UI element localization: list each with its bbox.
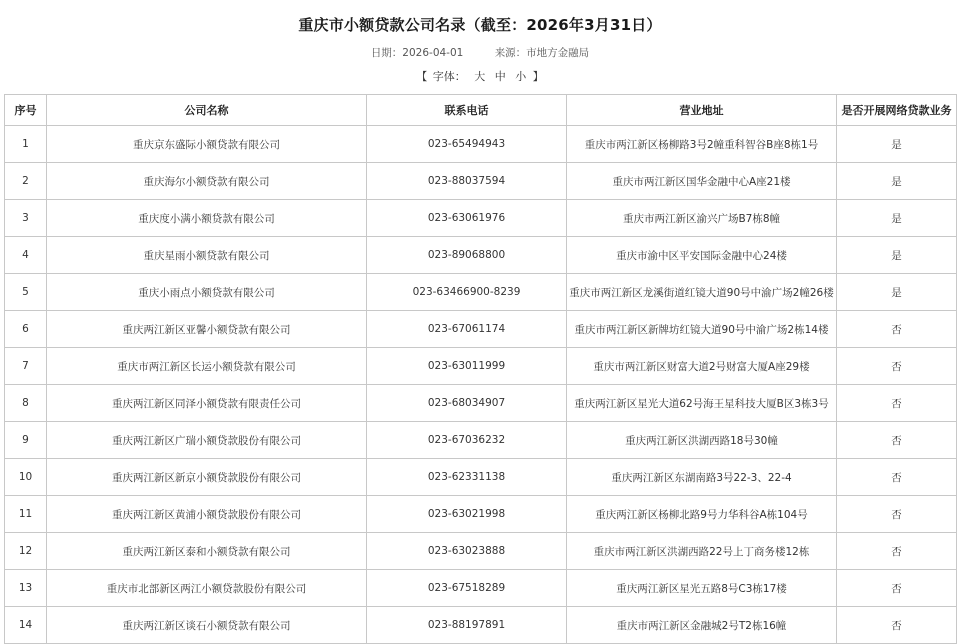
document-meta [4, 45, 956, 60]
cell-index: 5 [5, 274, 47, 311]
font-size-medium[interactable]: 中 [494, 70, 506, 83]
cell-phone: 023-62331138 [367, 459, 567, 496]
table-row [5, 496, 957, 533]
cell-index: 3 [5, 200, 47, 237]
column-header-index: 序号 [5, 95, 47, 126]
cell-phone: 023-67061174 [367, 311, 567, 348]
cell-address: 重庆市两江新区洪湖西路22号上丁商务楼12栋 [567, 533, 837, 570]
cell-index: 12 [5, 533, 47, 570]
cell-online-lending: 否 [837, 607, 957, 644]
cell-online-lending: 否 [837, 422, 957, 459]
cell-phone: 023-67518289 [367, 570, 567, 607]
cell-address: 重庆两江新区星光大道62号海王星科技大厦B区3栋3号 [567, 385, 837, 422]
page-title: 重庆市小额贷款公司名录（截至：2026年3月31日） [298, 16, 662, 34]
cell-company-name: 重庆两江新区同泽小额贷款有限责任公司 [47, 385, 367, 422]
cell-index: 8 [5, 385, 47, 422]
cell-phone: 023-89068800 [367, 237, 567, 274]
cell-online-lending: 否 [837, 496, 957, 533]
table-row [5, 385, 957, 422]
cell-company-name: 重庆京东盛际小额贷款有限公司 [47, 126, 367, 163]
cell-address: 重庆市渝中区平安国际金融中心24楼 [567, 237, 837, 274]
table-header-row [5, 95, 957, 126]
cell-index: 10 [5, 459, 47, 496]
cell-phone: 023-67036232 [367, 422, 567, 459]
cell-index: 2 [5, 163, 47, 200]
cell-phone: 023-68034907 [367, 385, 567, 422]
bracket-right: 】 [532, 70, 544, 83]
table-row [5, 348, 957, 385]
cell-online-lending: 否 [837, 570, 957, 607]
cell-company-name: 重庆两江新区泰和小额贷款有限公司 [47, 533, 367, 570]
cell-address: 重庆两江新区星光五路8号C3栋17楼 [567, 570, 837, 607]
font-size-small[interactable]: 小 [515, 70, 527, 83]
cell-index: 7 [5, 348, 47, 385]
cell-company-name: 重庆两江新区新京小额贷款股份有限公司 [47, 459, 367, 496]
cell-phone: 023-63023888 [367, 533, 567, 570]
cell-company-name: 重庆两江新区亚馨小额贷款有限公司 [47, 311, 367, 348]
bracket-left: 【 [416, 70, 428, 83]
font-size-large[interactable]: 大 [474, 70, 486, 83]
cell-online-lending: 是 [837, 200, 957, 237]
cell-online-lending: 是 [837, 163, 957, 200]
table-row [5, 607, 957, 644]
cell-online-lending: 否 [837, 385, 957, 422]
table-body [5, 126, 957, 644]
font-size-control [4, 68, 956, 84]
table-row [5, 126, 957, 163]
cell-address: 重庆市两江新区财富大道2号财富大厦A座29楼 [567, 348, 837, 385]
column-header-online-lending: 是否开展网络贷款业务 [837, 95, 957, 126]
cell-phone: 023-63061976 [367, 200, 567, 237]
table-row [5, 274, 957, 311]
cell-phone: 023-88197891 [367, 607, 567, 644]
cell-index: 1 [5, 126, 47, 163]
cell-address: 重庆市两江新区龙溪街道红镜大道90号中渝广场2幢26楼 [567, 274, 837, 311]
cell-phone: 023-65494943 [367, 126, 567, 163]
cell-company-name: 重庆星雨小额贷款有限公司 [47, 237, 367, 274]
table-row [5, 459, 957, 496]
cell-address: 重庆市两江新区国华金融中心A座21楼 [567, 163, 837, 200]
cell-online-lending: 否 [837, 348, 957, 385]
cell-address: 重庆两江新区洪湖西路18号30幢 [567, 422, 837, 459]
cell-index: 14 [5, 607, 47, 644]
table-row [5, 200, 957, 237]
font-size-label: 字体： [432, 70, 466, 83]
cell-address: 重庆市两江新区新牌坊红镜大道90号中渝广场2栋14楼 [567, 311, 837, 348]
cell-address: 重庆两江新区东湖南路3号22-3、22-4 [567, 459, 837, 496]
cell-index: 9 [5, 422, 47, 459]
cell-online-lending: 是 [837, 274, 957, 311]
cell-index: 13 [5, 570, 47, 607]
table-row [5, 570, 957, 607]
cell-phone: 023-63011999 [367, 348, 567, 385]
cell-phone: 023-63021998 [367, 496, 567, 533]
column-header-phone: 联系电话 [367, 95, 567, 126]
cell-company-name: 重庆两江新区谈石小额贷款有限公司 [47, 607, 367, 644]
company-directory-table [4, 94, 957, 644]
cell-address: 重庆两江新区杨柳北路9号力华科谷A栋104号 [567, 496, 837, 533]
publish-date: 日期：2026-04-01 [370, 47, 464, 59]
cell-address: 重庆市两江新区金融城2号T2栋16幢 [567, 607, 837, 644]
cell-company-name: 重庆度小满小额贷款有限公司 [47, 200, 367, 237]
cell-online-lending: 否 [837, 533, 957, 570]
cell-index: 6 [5, 311, 47, 348]
cell-index: 4 [5, 237, 47, 274]
cell-company-name: 重庆市两江新区长运小额贷款有限公司 [47, 348, 367, 385]
cell-online-lending: 是 [837, 126, 957, 163]
cell-online-lending: 否 [837, 311, 957, 348]
cell-company-name: 重庆小雨点小额贷款有限公司 [47, 274, 367, 311]
cell-address: 重庆市两江新区杨柳路3号2幢重科智谷B座8栋1号 [567, 126, 837, 163]
table-row [5, 237, 957, 274]
column-header-company-name: 公司名称 [47, 95, 367, 126]
table-row [5, 311, 957, 348]
column-header-address: 营业地址 [567, 95, 837, 126]
cell-phone: 023-88037594 [367, 163, 567, 200]
cell-phone: 023-63466900-8239 [367, 274, 567, 311]
table-header [5, 95, 957, 126]
table-row [5, 533, 957, 570]
cell-index: 11 [5, 496, 47, 533]
table-row [5, 422, 957, 459]
cell-company-name: 重庆市北部新区两江小额贷款股份有限公司 [47, 570, 367, 607]
cell-company-name: 重庆两江新区广瑞小额贷款股份有限公司 [47, 422, 367, 459]
cell-company-name: 重庆两江新区黄浦小额贷款股份有限公司 [47, 496, 367, 533]
cell-address: 重庆市两江新区渝兴广场B7栋8幢 [567, 200, 837, 237]
cell-online-lending: 否 [837, 459, 957, 496]
source: 来源：市地方金融局 [494, 47, 590, 59]
cell-online-lending: 是 [837, 237, 957, 274]
cell-company-name: 重庆海尔小额贷款有限公司 [47, 163, 367, 200]
table-row [5, 163, 957, 200]
